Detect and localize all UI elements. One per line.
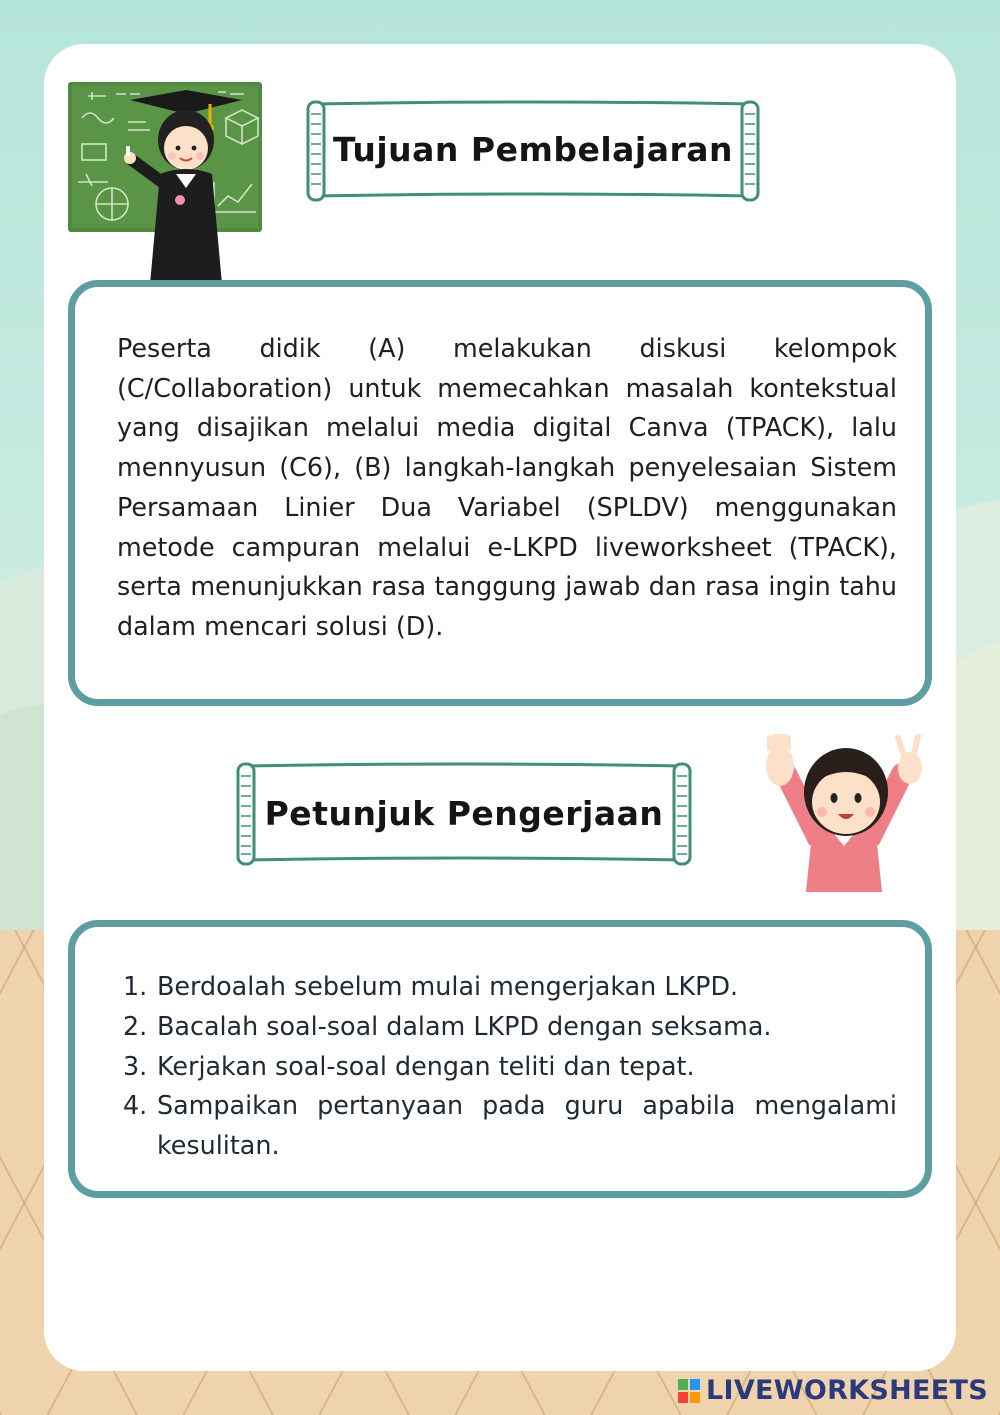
instruction-text: Kerjakan soal-soal dengan teliti dan tepat. (157, 1050, 695, 1081)
instruction-item (123, 1086, 897, 1166)
instruction-text: Sampaikan pertanyaan pada guru apabila mengalami kesulitan. (157, 1090, 897, 1161)
liveworksheets-watermark (678, 1375, 988, 1406)
instruction-number: 2. (123, 1010, 148, 1041)
instructions-title: Petunjuk Pengerjaan (264, 794, 664, 833)
liveworksheets-logo-icon (678, 1379, 700, 1403)
objective-box (68, 280, 932, 706)
objective-title-banner (306, 100, 760, 204)
objective-title: Tujuan Pembelajaran (332, 130, 734, 169)
instruction-text: Bacalah soal-soal dalam LKPD dengan seksama. (157, 1010, 772, 1041)
instruction-item (123, 1047, 897, 1087)
child-illustration (756, 734, 932, 894)
instruction-item (123, 1007, 897, 1047)
objective-text: Peserta didik (A) melakukan diskusi kelompok (C/Collaboration) untuk memecahkan masalah kontekstual yang disajikan melalui media digital Canva (TPACK), lalu mennyusun (C6), (B) langkah-langkah penyelesaian Sistem Persamaan Linier Dua Variabel (SPLDV) menggunakan metode campuran melalui e-LKPD liveworksheet (TPACK), serta menunjukkan rasa tanggung jawab dan rasa ingin tahu dalam mencari solusi (D). (117, 333, 897, 641)
worksheet-card (44, 44, 956, 1371)
instruction-number: 1. (123, 971, 148, 1001)
instructions-title-banner (236, 762, 692, 868)
instruction-number: 3. (123, 1050, 148, 1081)
instruction-text: Berdoalah sebelum mulai mengerjakan LKPD. (157, 971, 739, 1001)
instructions-list (123, 967, 897, 1166)
instruction-item (123, 967, 897, 1007)
instruction-number: 4. (123, 1090, 148, 1121)
teacher-illustration (68, 82, 264, 300)
instructions-box (68, 920, 932, 1198)
watermark-text: LIVEWORKSHEETS (705, 1375, 988, 1406)
